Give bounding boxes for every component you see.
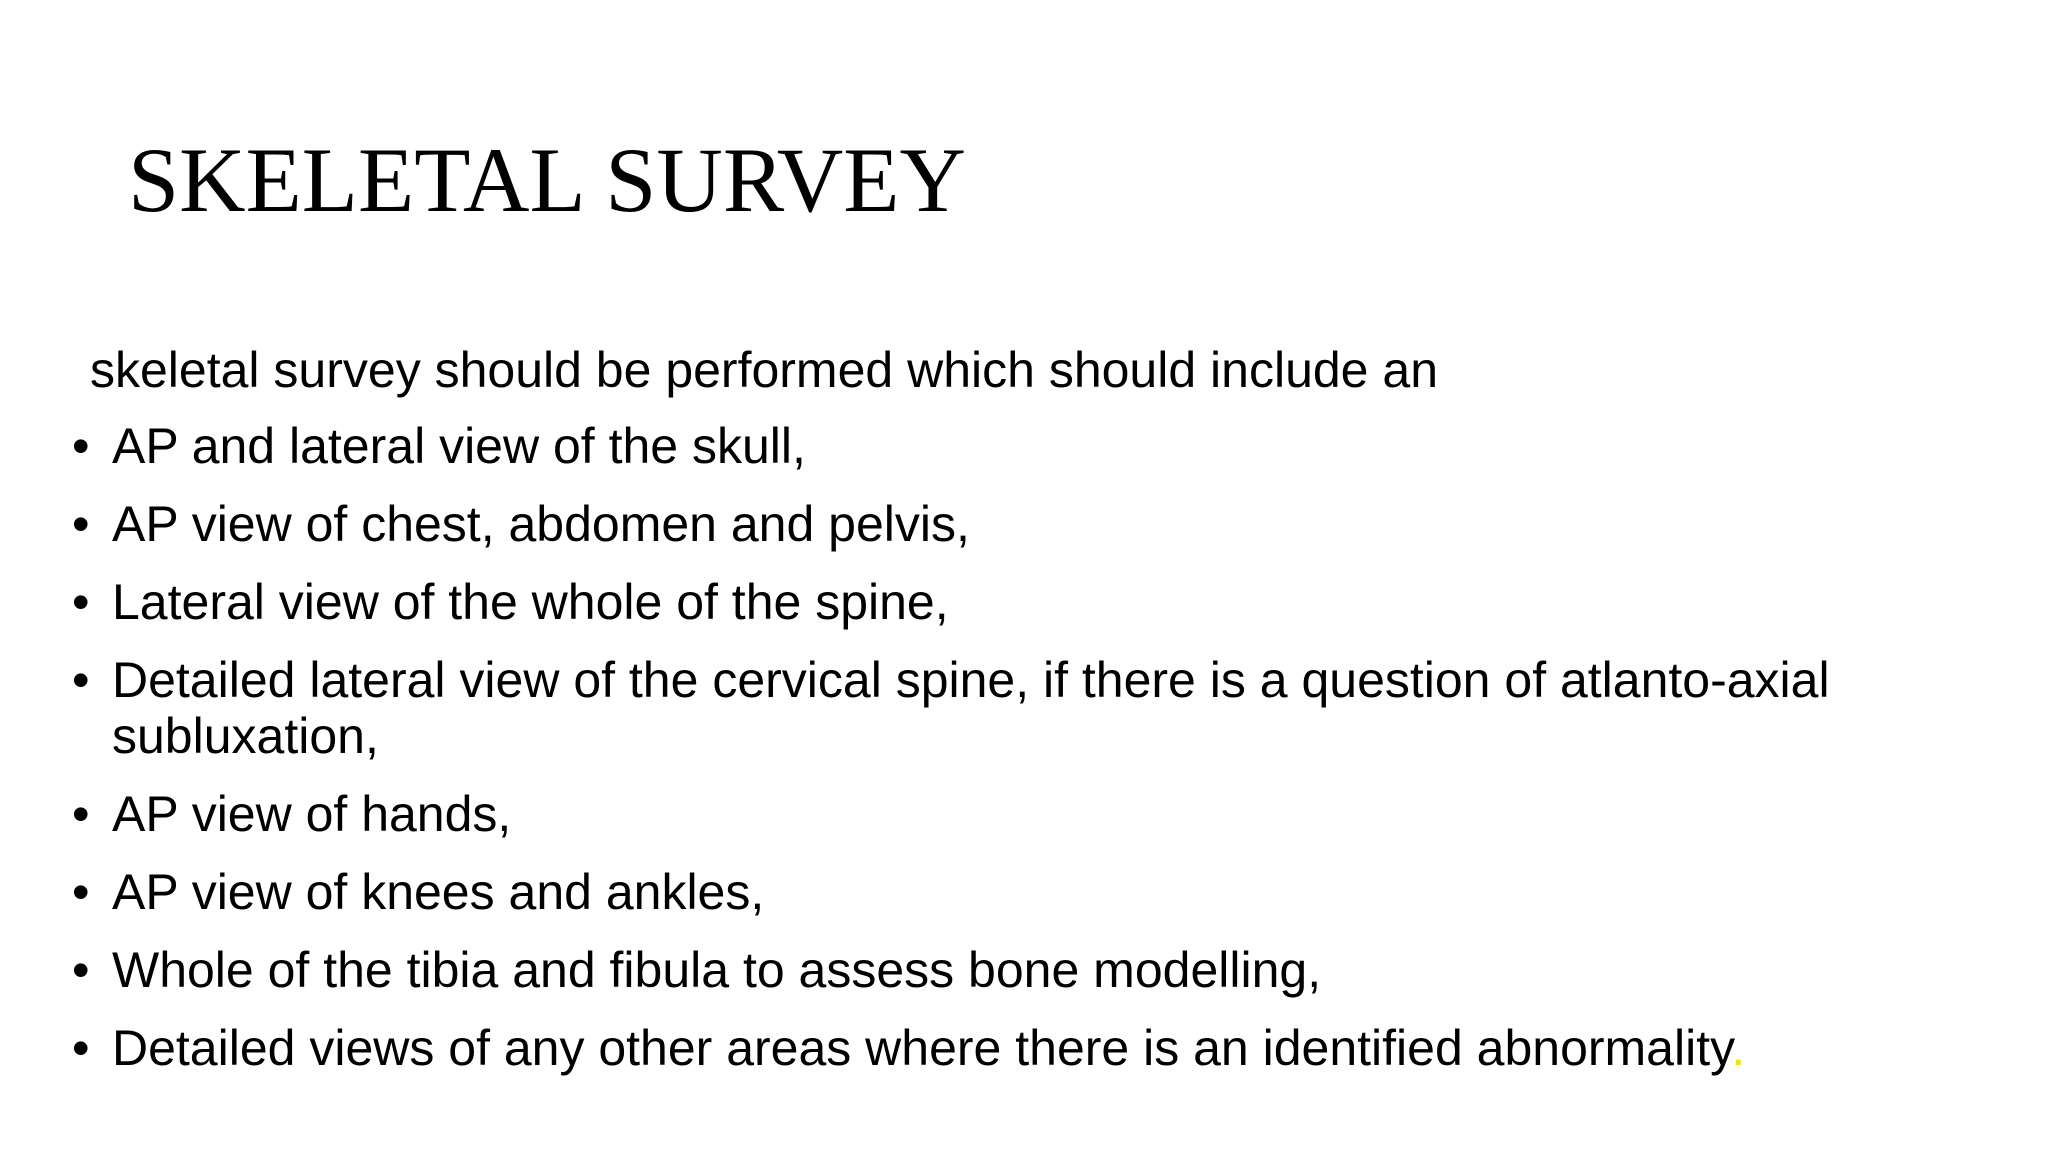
bullet-dot-icon: • <box>72 496 90 552</box>
bullet-item <box>72 496 1852 552</box>
bullet-dot-icon: • <box>72 1020 90 1076</box>
bullet-item <box>72 1020 1852 1076</box>
bullet-item <box>72 652 1852 764</box>
bullet-dot-icon: • <box>72 942 90 998</box>
bullet-dot-icon: • <box>72 418 90 474</box>
bullet-dot-icon: • <box>72 864 90 920</box>
bullet-dot-icon: • <box>72 574 90 630</box>
bullet-text: Detailed views of any other areas where there is an identified abnormality <box>112 1020 1732 1076</box>
bullet-text: AP view of knees and ankles, <box>112 864 765 920</box>
bullet-text: Whole of the tibia and fibula to assess bone modelling, <box>112 942 1322 998</box>
bullet-text: AP view of hands, <box>112 786 512 842</box>
bullet-text: Detailed lateral view of the cervical spine, if there is a question of atlanto-axial subluxation, <box>112 652 1830 764</box>
slide-title: SKELETAL SURVEY <box>128 129 966 231</box>
bullet-item <box>72 786 1852 842</box>
bullet-dot-icon: • <box>72 652 90 708</box>
slide-body <box>72 340 1852 1098</box>
bullet-text: Lateral view of the whole of the spine, <box>112 574 949 630</box>
bullet-item <box>72 864 1852 920</box>
bullet-list <box>72 418 1852 1076</box>
bullet-item <box>72 418 1852 474</box>
bullet-item <box>72 942 1852 998</box>
bullet-text: AP and lateral view of the skull, <box>112 418 806 474</box>
bullet-dot-icon: • <box>72 786 90 842</box>
bullet-text: AP view of chest, abdomen and pelvis, <box>112 496 970 552</box>
intro-text: skeletal survey should be performed which should include an <box>90 342 1438 398</box>
final-period: . <box>1731 1020 1746 1076</box>
bullet-item <box>72 574 1852 630</box>
